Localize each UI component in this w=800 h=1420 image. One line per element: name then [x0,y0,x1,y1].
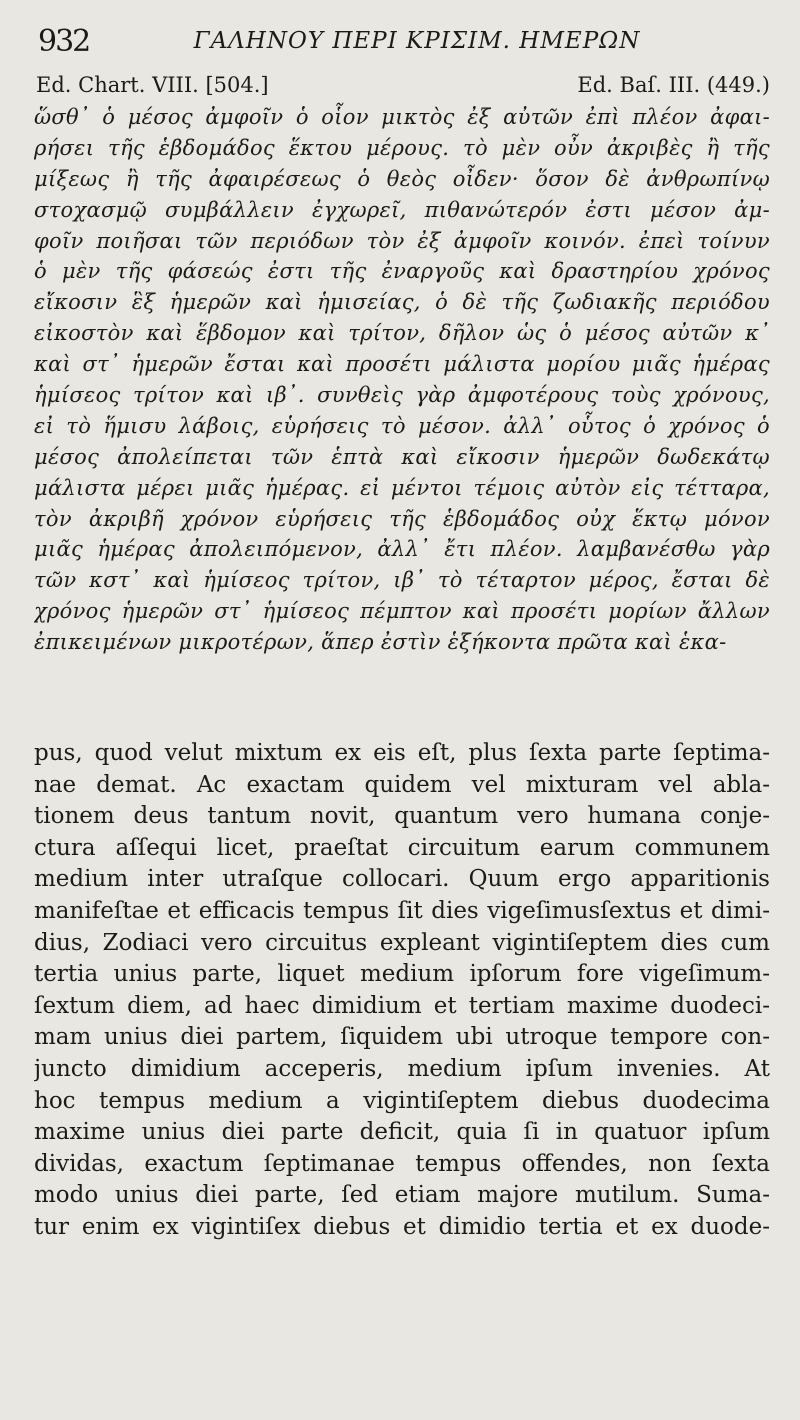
latin-text-line: ctura aſſequi licet, praeſtat circuitum earum communem [34,834,770,861]
greek-text-line: μίξεως ἢ τῆς ἀφαιρέσεως ὁ θεὸς οἶδεν· ὅσον δὲ ἀνθρωπίνῳ [34,166,770,191]
page-header [34,0,770,59]
greek-text-line: μέσος ἀπολείπεται τῶν ἑπτὰ καὶ εἴκοσιν ἡμερῶν δωδεκάτῳ [34,444,770,469]
latin-text-line: tionem deus tantum novit, quantum vero humana conje- [34,803,770,830]
greek-text-line: εἰκοστὸν καὶ ἕβδομον καὶ τρίτον, δῆλον ὡς ὁ μέσος αὐτῶν κ᾽ [34,321,770,346]
latin-text-line: dius, Zodiaci vero circuitus expleant vigintiſeptem dies cum [34,929,770,956]
greek-text-line: χρόνος ἡμερῶν στ᾽ ἡμίσεος πέμπτον καὶ προσέτι μορίων ἄλλων [34,599,770,624]
greek-text-block [34,102,770,658]
latin-text-line: hoc tempus medium a vigintiſeptem diebus duodecima [34,1087,770,1114]
latin-text-line: dividas, exactum ſeptimanae tempus offendes, non ſexta [34,1150,770,1177]
greek-text-line: μάλιστα μέρει μιᾶς ἡμέρας. εἰ μέντοι τέμοις αὐτὸν εἰς τέτταρα, [34,475,770,500]
greek-text-line: εἴκοσιν ἓξ ἡμερῶν καὶ ἡμισείας, ὁ δὲ τῆς ζωδιακῆς περιόδου [34,290,770,315]
greek-text-line: στοχασμῷ συμβάλλειν ἐγχωρεῖ, πιθανώτερόν ἐστι μέσον ἀμ- [34,197,770,222]
greek-text-line: μιᾶς ἡμέρας ἀπολειπόμενον, ἀλλ᾽ ἔτι πλέον. λαμβανέσθω γὰρ [34,537,770,562]
latin-text-block [34,738,770,1244]
greek-text-line: ἡμίσεος τρίτον καὶ ιβ᾽. συνθεὶς γὰρ ἀμφοτέρους τοὺς χρόνους, [34,383,770,408]
greek-text-line: ὁ μὲν τῆς φάσεώς ἐστι τῆς ἐναργοῦς καὶ δραστηρίου χρόνος [34,259,770,284]
edition-reference-right: Ed. Baſ. III. (449.) [577,73,770,97]
latin-text-line: tertia unius parte, liquet medium ipſorum fore vigeſimum- [34,961,770,988]
latin-text-line: manifeſtae et efficacis tempus ſit dies vigeſimusſextus et dimi- [34,898,770,924]
greek-text-line: καὶ στ᾽ ἡμερῶν ἔσται καὶ προσέτι μάλιστα μορίου μιᾶς ἡμέρας [34,352,770,377]
greek-text-line: φοῖν ποιῆσαι τῶν περιόδων τὸν ἐξ ἀμφοῖν κοινόν. ἐπεὶ τοίνυν [34,228,770,253]
latin-text-line: maxime unius diei parte deficit, quia ſi in quatuor ipſum [34,1119,770,1146]
greek-text-line: τὸν ἀκριβῆ χρόνον εὑρήσεις τῆς ἑβδομάδος οὐχ ἕκτῳ μόνον [34,506,770,531]
edition-reference-left: Ed. Chart. VIII. [504.] [36,73,269,97]
edition-reference-line [34,70,770,100]
greek-text-line: εἰ τὸ ἥμισυ λάβοις, εὑρήσεις τὸ μέσον. ἀλλ᾽ οὗτος ὁ χρόνος ὁ [34,413,770,438]
latin-text-line: modo unius diei parte, ſed etiam majore mutilum. Suma- [34,1182,770,1209]
running-title: ΓΑΛΗΝΟΥ ΠΕΡΙ ΚΡΙΣΙΜ. ΗΜΕΡΩΝ [193,28,641,54]
latin-text-line: medium inter utraſque collocari. Quum ergo apparitionis [34,866,770,893]
greek-text-line: ὥσθ᾽ ὁ μέσος ἀμφοῖν ὁ οἷον μικτὸς ἐξ αὐτῶν ἐπὶ πλέον ἀφαι- [34,105,770,129]
latin-text-line: ſextum diem, ad haec dimidium et tertiam maxime duodeci- [34,992,770,1019]
bleed-through-text [34,672,770,714]
latin-text-line: juncto dimidium acceperis, medium ipſum invenies. At [34,1055,770,1082]
page-number: 932 [38,24,90,59]
latin-text-line: nae demat. Ac exactam quidem vel mixturam vel abla- [34,771,770,798]
latin-text-line: pus, quod velut mixtum ex eis eſt, plus ſexta parte ſeptima- [34,740,770,767]
greek-text-line: τῶν κστ᾽ καὶ ἡμίσεος τρίτον, ιβ᾽ τὸ τέταρτον μέρος, ἔσται δὲ [34,568,770,593]
greek-text-line: ἐπικειμένων μικροτέρων, ἅπερ ἐστὶν ἑξήκοντα πρῶτα καὶ ἑκα- [34,630,727,655]
greek-text-line: ρήσει τῆς ἑβδομάδος ἕκτου μέρους. τὸ μὲν οὖν ἀκριβὲς ἢ τῆς [34,135,770,160]
latin-text-line: tur enim ex vigintiſex diebus et dimidio tertia et ex duode- [34,1213,770,1240]
latin-text-line: mam unius diei partem, ſiquidem ubi utroque tempore con- [34,1024,770,1051]
bleed-through-text-bottom [34,1398,770,1420]
